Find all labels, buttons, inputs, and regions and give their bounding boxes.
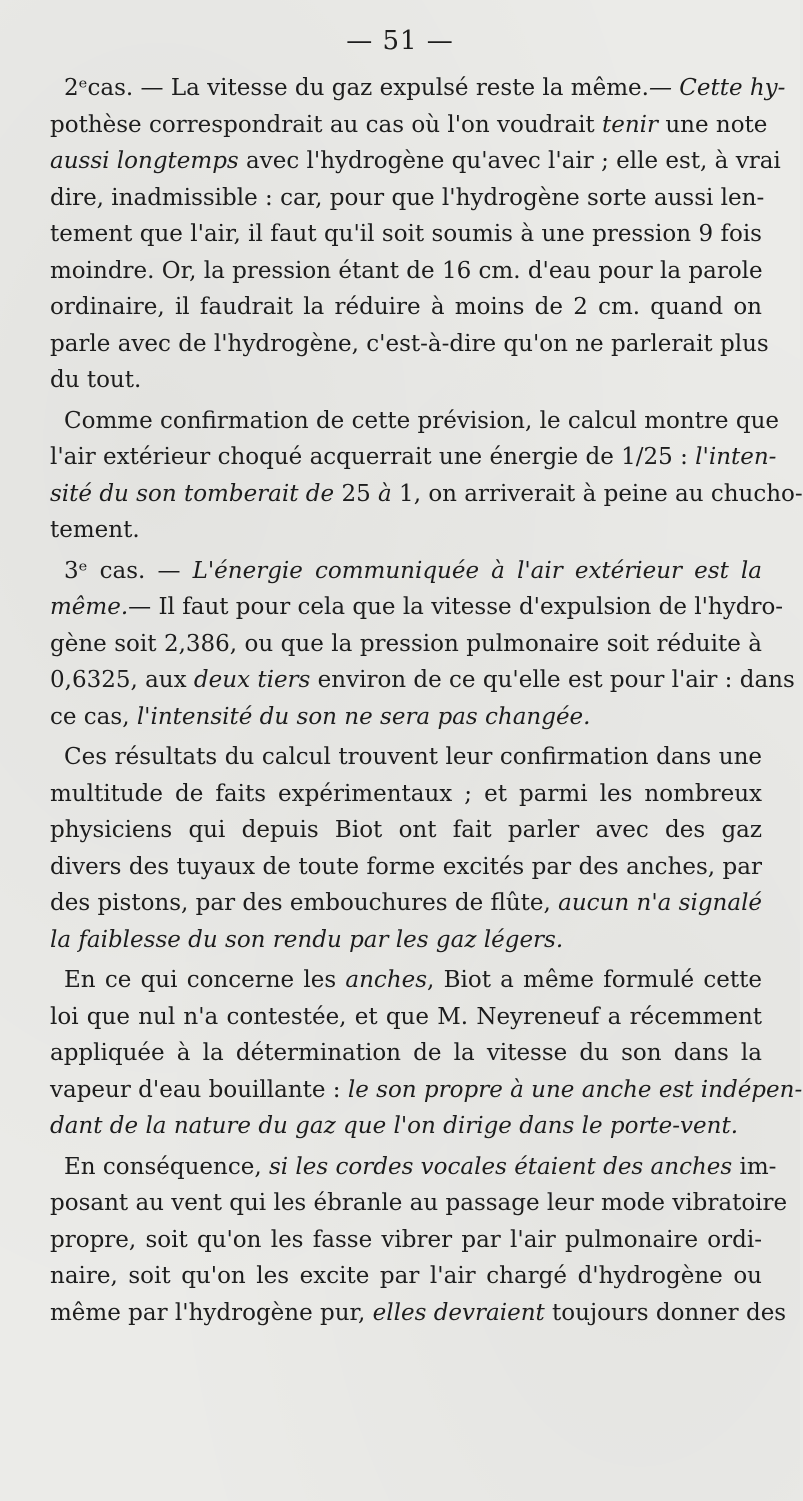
italic-text: le son propre à une anche est indépen-: [347, 1076, 803, 1103]
italic-text: si les cordes vocales étaient des anches: [268, 1153, 733, 1180]
text-line: [50, 1035, 762, 1072]
roman-text: multitude de faits expérimentaux ; et parmi les nombreux: [50, 780, 762, 807]
italic-text: aucun n'a signalé: [558, 890, 763, 916]
roman-text: Ces résultats du calcul trouvent leur confirmation dans une: [64, 744, 762, 770]
roman-text: une note: [658, 111, 768, 138]
text-line: [50, 289, 762, 326]
text-line: [50, 476, 803, 513]
text-line: [50, 107, 768, 144]
roman-text: tement.: [50, 517, 140, 543]
paragraph: [50, 1149, 788, 1332]
text-line: [50, 553, 762, 590]
roman-text: La vitesse du gaz expulsé reste la même.: [170, 75, 649, 101]
page-number: — 51 —: [346, 26, 454, 56]
roman-text: physiciens qui depuis Biot ont fait parler avec des gaz: [50, 817, 762, 843]
text-line: [50, 962, 762, 999]
roman-text: naire, soit qu'on les excite par l'air chargé d'hydrogène ou: [50, 1263, 762, 1289]
paragraph: [50, 403, 803, 549]
roman-text: 0,6325, aux: [50, 667, 194, 693]
roman-text: du tout.: [50, 367, 142, 393]
roman-text: moindre. Or, la pression étant de 16 cm. d'eau pour la parole: [50, 257, 763, 284]
text-line: [50, 589, 784, 626]
roman-text: En ce qui concerne les: [64, 967, 346, 993]
paragraph: [50, 70, 786, 399]
italic-text: aussi longtemps: [50, 148, 239, 174]
roman-text: , Biot a même formulé cette: [427, 967, 762, 993]
roman-text: 1, on arriverait à peine au chucho-: [391, 480, 803, 507]
text-line: [50, 1072, 803, 1109]
paragraph: [50, 553, 795, 736]
roman-text: des pistons, par des embouchures de flûte,: [50, 890, 559, 916]
text-line: [50, 849, 762, 886]
text-line: [50, 512, 762, 549]
italic-text: l'intensité du son ne sera pas changée.: [136, 703, 591, 730]
roman-text: parle avec de l'hydrogène, c'est-à-dire qu'on ne parlerait plus: [50, 330, 769, 357]
text-line: [50, 143, 781, 180]
italic-text: à: [378, 480, 392, 507]
roman-text: En conséquence,: [64, 1153, 269, 1180]
roman-text: gène soit 2,386, ou que la pression pulmonaire soit réduite à: [50, 630, 762, 657]
italic-text: deux tiers: [193, 667, 311, 693]
roman-text: propre, soit qu'on les fasse vibrer par l'air pulmonaire ordi-: [50, 1226, 762, 1253]
roman-text: 2ᵉcas. —: [64, 75, 171, 101]
roman-text: ce cas,: [50, 703, 137, 730]
italic-text: elles devraient: [372, 1299, 545, 1326]
paragraph: [50, 962, 803, 1145]
roman-text: environ de ce qu'elle est pour l'air : dans: [310, 667, 795, 693]
text-line: [50, 922, 762, 959]
page-text: [50, 70, 803, 1331]
roman-text: im-: [732, 1153, 777, 1180]
text-line: [50, 1108, 762, 1145]
italic-text: L'énergie communiquée à l'air extérieur est la: [192, 557, 762, 584]
roman-text: 3ᵉ cas. —: [64, 557, 193, 584]
roman-text: tement que l'air, il faut qu'il soit soumis à une pression 9 fois: [50, 221, 762, 247]
roman-text: toujours donner des: [544, 1299, 787, 1326]
text-line: [50, 885, 762, 922]
roman-text: ordinaire, il faudrait la réduire à moins de 2 cm. quand on: [50, 294, 762, 320]
roman-text: dire, inadmissible : car, pour que l'hydrogène sorte aussi len-: [50, 184, 765, 211]
roman-text: loi que nul n'a contestée, et que M. Neyreneuf a récemment: [50, 1003, 762, 1030]
text-line: [50, 626, 762, 663]
text-line: [50, 812, 762, 849]
roman-text: avec l'hydrogène qu'avec l'air ; elle est, à vrai: [238, 148, 781, 174]
italic-text: anches: [345, 967, 428, 993]
italic-text: sité du son tomberait de: [50, 480, 335, 507]
italic-text: tenir: [601, 111, 659, 138]
text-line: [50, 180, 765, 217]
roman-text: vapeur d'eau bouillante :: [50, 1076, 348, 1103]
text-line: [50, 216, 762, 253]
paragraph: [50, 739, 762, 958]
text-line: [50, 1258, 762, 1295]
roman-text: — Il faut pour cela que la vitesse d'expulsion de l'hydro-: [128, 594, 784, 620]
roman-text: l'air extérieur choqué acquerrait une énergie de 1/25 :: [50, 444, 696, 470]
text-line: [50, 326, 769, 363]
text-line: [50, 403, 779, 440]
roman-text: Comme confirmation de cette prévision, le calcul montre que: [64, 407, 779, 434]
roman-text: appliquée à la détermination de la vitesse du son dans la: [50, 1040, 762, 1066]
text-line: [50, 699, 762, 736]
text-line: [50, 1295, 787, 1332]
text-line: [50, 1222, 762, 1259]
text-line: [50, 1149, 777, 1186]
text-line: [50, 739, 762, 776]
italic-text: l'inten-: [695, 444, 777, 470]
italic-text: — Cette hy-: [648, 75, 786, 101]
text-line: [50, 362, 762, 399]
text-line: [50, 1185, 788, 1222]
italic-text: dant de la nature du gaz que l'on dirige dans le porte-vent.: [50, 1113, 739, 1139]
text-line: [50, 662, 795, 699]
text-line: [50, 999, 762, 1036]
roman-text: même par l'hydrogène pur,: [50, 1299, 373, 1326]
roman-text: pothèse correspondrait au cas où l'on voudrait: [50, 111, 602, 138]
text-line: [50, 253, 762, 290]
roman-text: posant au vent qui les ébranle au passage leur mode vibratoire: [50, 1190, 788, 1216]
text-line: [50, 439, 777, 476]
roman-text: divers des tuyaux de toute forme excités par des anches, par: [50, 853, 762, 880]
italic-text: la faiblesse du son rendu par les gaz légers.: [50, 926, 564, 953]
text-line: [50, 776, 762, 813]
text-line: [50, 70, 786, 107]
italic-text: même.: [50, 594, 129, 620]
roman-text: 25: [334, 480, 379, 507]
